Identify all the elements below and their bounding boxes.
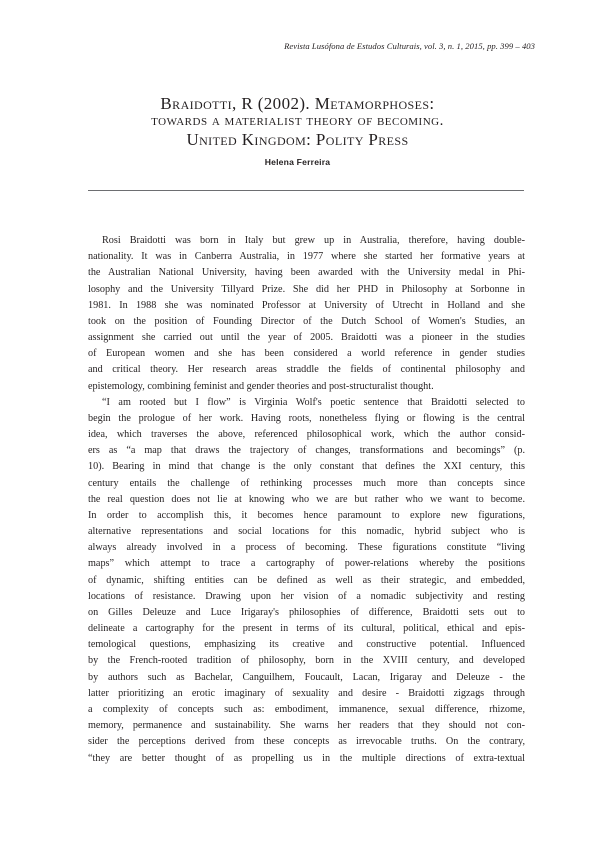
- body-line: the real question does not lie at knowing who we are but rather who we want to become.: [88, 493, 525, 505]
- body-line: Rosi Braidotti was born in Italy but grew up in Australia, therefore, having double-: [102, 235, 525, 246]
- body-line: losophy and the University Tillyard Prize. She did her PHD in Philosophy at Sorbonne in: [88, 283, 525, 295]
- body-line: took on the position of Founding Director of the Dutch School of Women's Studies, an: [88, 315, 525, 327]
- article-body: [88, 233, 525, 767]
- body-line: delineate a cartography for the present in terms of its cultural, political, ethical and epis-: [88, 623, 525, 635]
- body-line: always already involved in a process of becoming. These figurations constitute “living: [88, 542, 525, 554]
- body-line: locations of resistance. Drawing upon her vision of a nomadic subjectivity and resting: [88, 590, 525, 602]
- body-line: and critical theory. Her research areas straddle the fields of continental philosophy and: [88, 364, 525, 376]
- body-line: sider the perceptions derived from these concepts as irrevocable truths. On the contrary,: [88, 736, 525, 748]
- body-line: latter prioritizing an erotic imaginary of sexuality and desire - Braidotti zigzags through: [88, 687, 525, 699]
- title-line-1: Braidotti, R (2002). Metamorphoses:: [160, 94, 435, 113]
- body-line: of dynamic, shifting entities can be defined as well as their strategic, and embedded,: [88, 574, 525, 586]
- review-title: [60, 94, 535, 150]
- body-line: begin the prologue of her work. Having roots, nonetheless flying or flowing is the central: [88, 412, 525, 424]
- body-line: idea, which traverses the above, referenced philosophical work, which the author consid-: [88, 429, 525, 441]
- body-line: epistemology, combining feminist and gender theories and post-structuralist thought.: [88, 380, 434, 392]
- paragraph-1: [88, 233, 525, 395]
- body-line: maps” which attempt to trace a cartography of power-relations whereby the positions: [88, 558, 525, 570]
- body-line: “I am rooted but I flow” is Virginia Wolf's poetic sentence that Braidotti selected to: [102, 396, 525, 408]
- body-line: nationality. It was in Canberra Australia, in 1977 where she started her formative years at: [88, 251, 525, 263]
- author-name: Helena Ferreira: [264, 157, 331, 167]
- body-line: memory, permanence and sustainability. She warns her readers that they should not con-: [88, 720, 525, 732]
- body-line: alternative representations and social locations for this nomadic, hybrid subject who is: [88, 526, 525, 538]
- title-line-3: United Kingdom: Polity Press: [186, 130, 409, 149]
- body-line: assignment she carried out until the year of 2005. Braidotti was a pioneer in the studies: [88, 332, 525, 344]
- title-line-2: towards a materialist theory of becoming.: [151, 113, 444, 129]
- body-line: by the French-rooted tradition of philosophy, born in the XVIII century, and developed: [88, 655, 525, 667]
- body-line: In order to accomplish this, it becomes hence paramount to explore new figurations,: [88, 509, 525, 521]
- body-line: the Australian National University, having been awarded with the University medal in Phi-: [88, 267, 525, 279]
- body-line: 10). Bearing in mind that change is the only constant that defines the XXI century, this: [88, 461, 525, 473]
- body-line: temological questions, emphasizing its creative and constructive potential. Influenced: [88, 639, 525, 651]
- body-line: of European women and she has been considered a world reference in gender studies: [88, 348, 525, 360]
- body-line: century entails the challenge of rethinking processes much more than concepts since: [88, 477, 525, 489]
- journal-citation-header: Revista Lusófona de Estudos Culturais, vol. 3, n. 1, 2015, pp. 399 – 403: [284, 41, 535, 51]
- title-divider: [88, 190, 524, 191]
- body-line: a complexity of concepts such as: embodiment, immanence, sexual difference, rhizome,: [88, 703, 525, 715]
- paragraph-2: [88, 395, 525, 767]
- body-line: ers as “a map that draws the trajectory of changes, transformations and becomings” (p.: [88, 445, 525, 457]
- body-line: 1981. In 1988 she was nominated Professor at University of Utrecht in Holland and she: [88, 299, 525, 311]
- body-line: on Gilles Deleuze and Luce Irigaray's philosophies of difference, Braidotti sets out to: [88, 606, 525, 618]
- body-line: by authors such as Bachelar, Canguilhem, Foucault, Lacan, Irigaray and Deleuze - the: [88, 671, 525, 683]
- body-line: “they are better thought of as propelling us in the multiple directions of extra-textual: [88, 752, 525, 764]
